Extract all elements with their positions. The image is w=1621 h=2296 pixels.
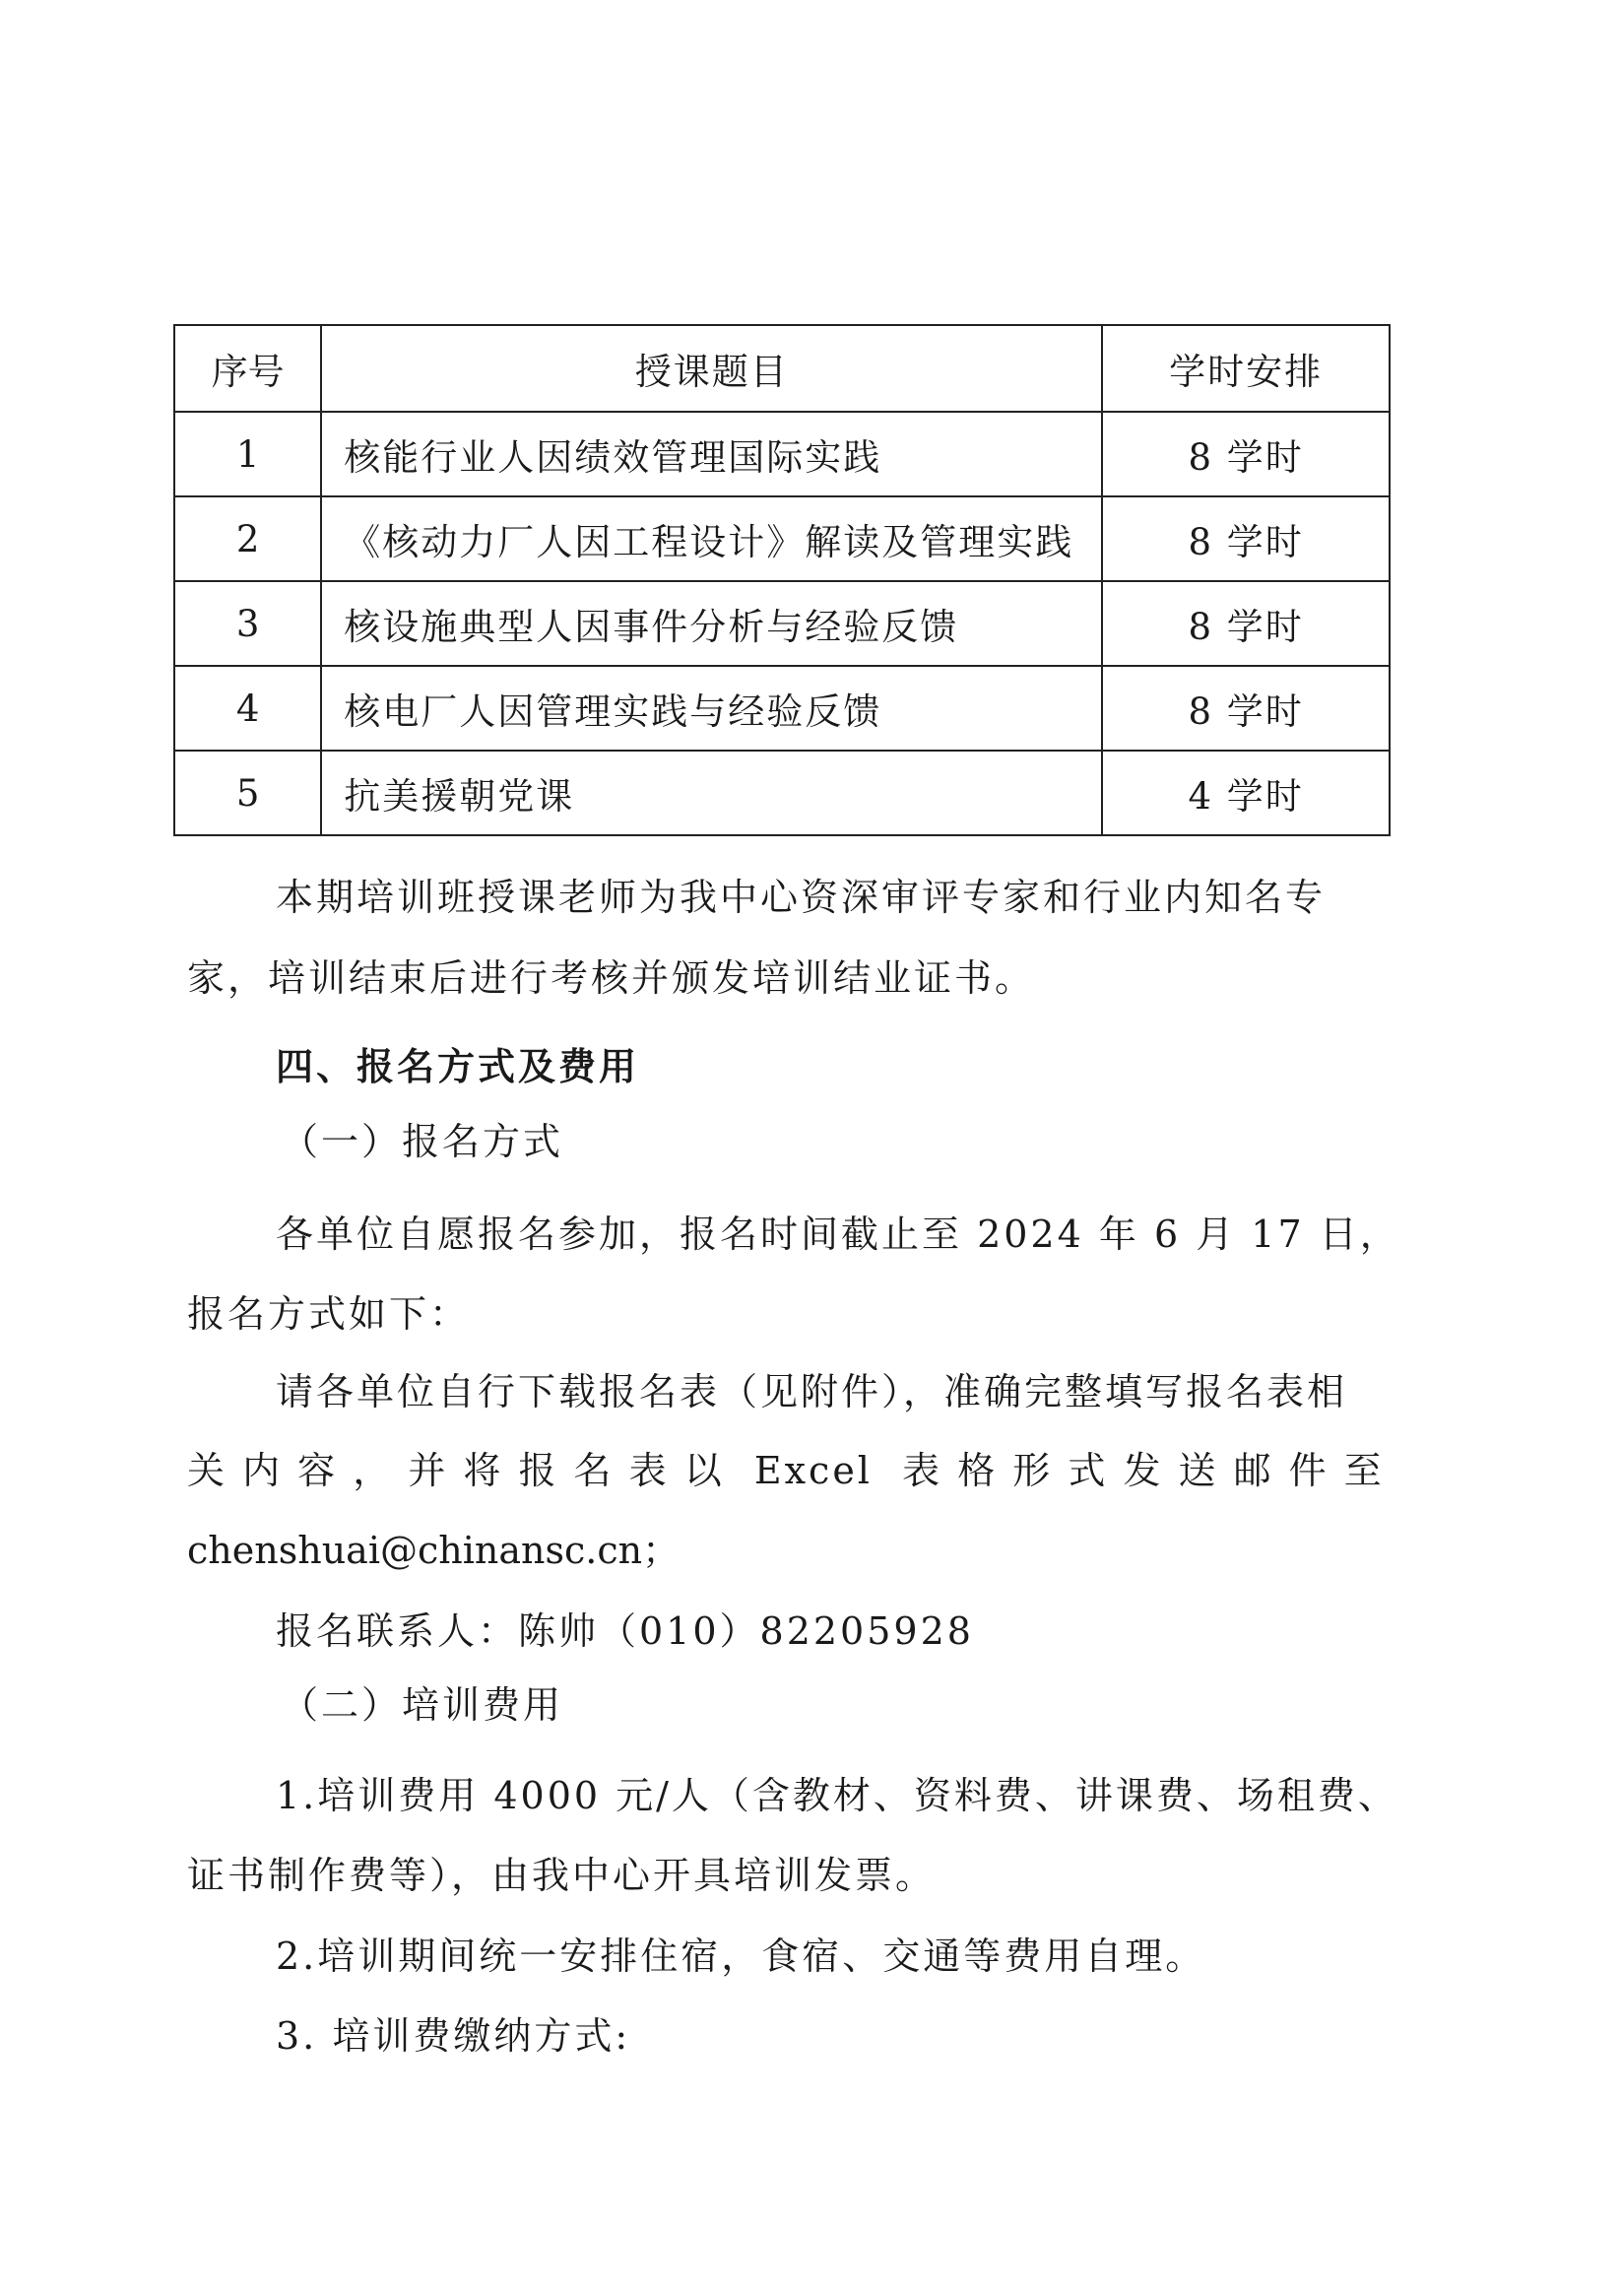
fee-item-3: 3. 培训费缴纳方式: bbox=[276, 2014, 631, 2058]
row-title: 《核动力厂人因工程设计》解读及管理实践 bbox=[321, 496, 1102, 581]
row-no: 1 bbox=[174, 412, 321, 496]
signup-paragraph-line-2: 报名方式如下： bbox=[187, 1292, 471, 1336]
teacher-paragraph-line-2: 家，培训结束后进行考核并颁发培训结业证书。 bbox=[187, 956, 1036, 1000]
row-hours: 4 学时 bbox=[1102, 751, 1390, 835]
row-hours: 8 学时 bbox=[1102, 496, 1390, 581]
row-title: 核电厂人因管理实践与经验反馈 bbox=[321, 666, 1102, 751]
section-heading-registration: 四、报名方式及费用 bbox=[276, 1045, 640, 1088]
row-hours: 8 学时 bbox=[1102, 666, 1390, 751]
header-title: 授课题目 bbox=[321, 325, 1102, 412]
subheading-training-fee: （二）培训费用 bbox=[281, 1683, 564, 1727]
form-paragraph-line-2: 关 内 容 ， 并 将 报 名 表 以 Excel 表 格 形 式 发 送 邮 件 至 bbox=[187, 1449, 1385, 1492]
subheading-registration-method: （一）报名方式 bbox=[281, 1120, 564, 1163]
fee-item-1-line-1: 1.培训费用 4000 元/人（含教材、资料费、讲课费、场租费、 bbox=[276, 1774, 1398, 1817]
row-title: 核设施典型人因事件分析与经验反馈 bbox=[321, 581, 1102, 666]
header-hours: 学时安排 bbox=[1102, 325, 1390, 412]
teacher-paragraph-line-1: 本期培训班授课老师为我中心资深审评专家和行业内知名专 bbox=[276, 876, 1327, 919]
course-schedule-table bbox=[173, 324, 1391, 836]
table-header-row bbox=[174, 325, 1390, 412]
form-paragraph-line-1: 请各单位自行下载报名表（见附件），准确完整填写报名表相 bbox=[276, 1370, 1348, 1413]
row-no: 4 bbox=[174, 666, 321, 751]
table-row bbox=[174, 581, 1390, 666]
row-title: 核能行业人因绩效管理国际实践 bbox=[321, 412, 1102, 496]
row-hours: 8 学时 bbox=[1102, 412, 1390, 496]
fee-item-2: 2.培训期间统一安排住宿，食宿、交通等费用自理。 bbox=[276, 1935, 1206, 1978]
table-row bbox=[174, 412, 1390, 496]
contact-person: 报名联系人：陈帅（010）82205928 bbox=[276, 1609, 974, 1653]
table-row bbox=[174, 666, 1390, 751]
row-no: 3 bbox=[174, 581, 321, 666]
row-no: 5 bbox=[174, 751, 321, 835]
row-title: 抗美援朝党课 bbox=[321, 751, 1102, 835]
row-hours: 8 学时 bbox=[1102, 581, 1390, 666]
email-address: chenshuai@chinansc.cn； bbox=[187, 1529, 681, 1572]
header-no: 序号 bbox=[174, 325, 321, 412]
fee-item-1-line-2: 证书制作费等），由我中心开具培训发票。 bbox=[187, 1854, 937, 1897]
table-row bbox=[174, 496, 1390, 581]
table-row bbox=[174, 751, 1390, 835]
row-no: 2 bbox=[174, 496, 321, 581]
signup-paragraph-line-1: 各单位自愿报名参加，报名时间截止至 2024 年 6 月 17 日， bbox=[276, 1213, 1400, 1256]
